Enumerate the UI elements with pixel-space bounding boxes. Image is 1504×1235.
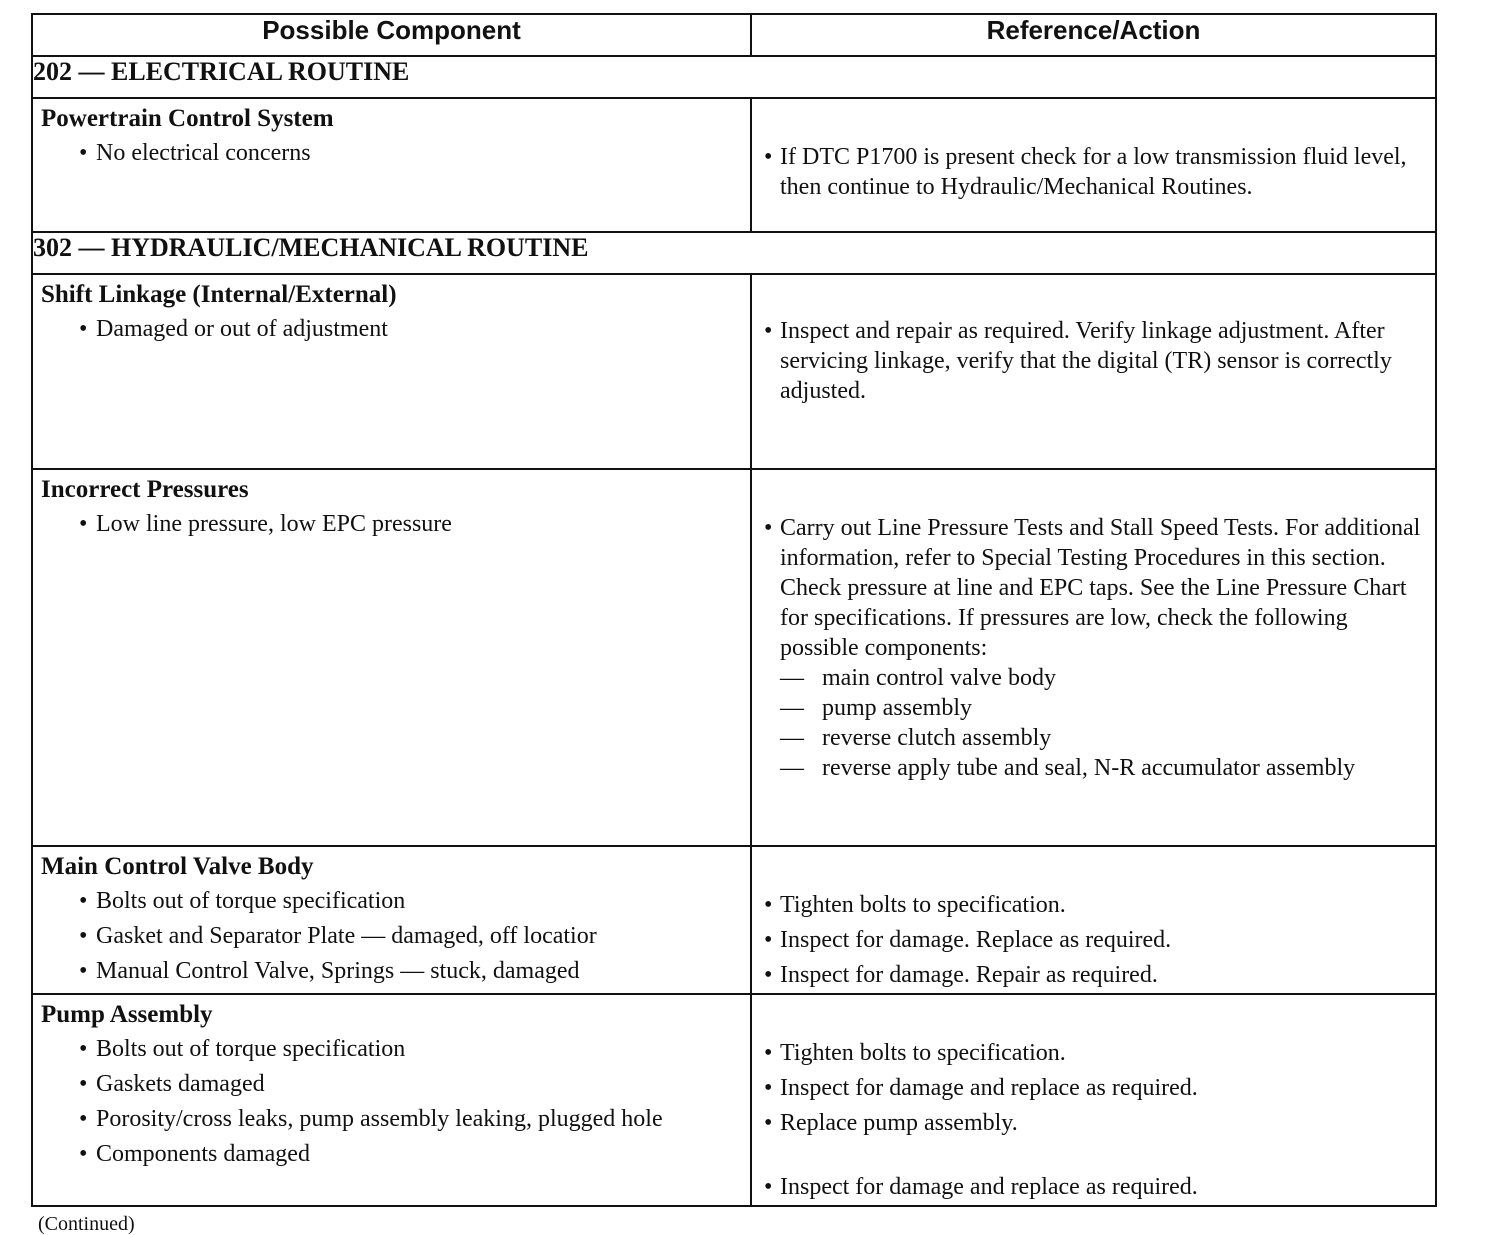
action-items: [752, 470, 1435, 783]
list-item-continuation: servicing linkage, verify that the digital (TR) sensor is correctly adjusted.: [780, 348, 1392, 404]
table-header-row: [32, 14, 1436, 56]
component-title: Pump Assembly: [41, 1001, 213, 1028]
table-row: [32, 274, 1436, 469]
action-text: Carry out Line Pressure Tests and Stall Speed Tests. For additional information, refer to Special Testing Procedures in this section. Check pressure at line and EPC taps. See the Line Pressure Chart for specifications. If pressures are low, check the following possible components:: [780, 515, 1421, 661]
sub-list-item: — main control valve body: [780, 663, 1425, 693]
list-item: • Components damaged: [79, 1141, 750, 1168]
action-cell: [751, 274, 1436, 469]
component-items: [33, 1036, 750, 1168]
sub-component-list: [780, 663, 1425, 783]
action-cell: [751, 994, 1436, 1206]
header-reference-action: Reference/Action: [751, 14, 1436, 56]
section-title-electrical: 202 — ELECTRICAL ROUTINE: [32, 56, 1436, 98]
list-item: • Gasket and Separator Plate — damaged, off locatior: [79, 923, 750, 950]
list-item: • Inspect for damage. Replace as required.: [764, 923, 1425, 958]
list-item: • Porosity/cross leaks, pump assembly leaking, plugged hole: [79, 1106, 750, 1133]
list-item: • If DTC P1700 is present check for a low transmission fluid level, then continue to Hydraulic/Mechanical Routines.: [764, 142, 1425, 202]
component-items: [33, 140, 750, 167]
component-cell: [32, 274, 751, 469]
table-row: [32, 98, 1436, 232]
sub-list-item: — reverse apply tube and seal, N-R accumulator assembly: [780, 753, 1425, 783]
action-items: [752, 99, 1435, 202]
sub-list-item: — reverse clutch assembly: [780, 723, 1425, 753]
component-cell: [32, 98, 751, 232]
action-items: [752, 275, 1435, 406]
list-item: [764, 513, 1425, 783]
action-cell: [751, 469, 1436, 846]
component-items: [33, 316, 750, 343]
list-item: • Tighten bolts to specification.: [764, 888, 1425, 923]
component-cell: [32, 469, 751, 846]
component-title: Main Control Valve Body: [41, 853, 314, 880]
component-title: Powertrain Control System: [41, 105, 334, 132]
list-item: • Bolts out of torque specification: [79, 888, 750, 915]
section-row-electrical: [32, 56, 1436, 98]
table-row: [32, 994, 1436, 1206]
table-row: [32, 846, 1436, 994]
list-item: • Damaged or out of adjustment: [79, 316, 750, 343]
sub-list-item: — pump assembly: [780, 693, 1425, 723]
list-item: • Inspect for damage and replace as required.: [764, 1170, 1425, 1205]
diagnosis-table: [31, 13, 1437, 1207]
list-item: • Inspect for damage. Repair as required.: [764, 958, 1425, 993]
component-items: [33, 511, 750, 538]
list-item: • Tighten bolts to specification.: [764, 1036, 1425, 1071]
component-cell: [32, 994, 751, 1206]
header-possible-component: Possible Component: [32, 14, 751, 56]
component-items: [33, 888, 750, 985]
action-items: [752, 847, 1435, 993]
list-item: • Gaskets damaged: [79, 1071, 750, 1098]
section-row-hydraulic: [32, 232, 1436, 274]
list-item: • Bolts out of torque specification: [79, 1036, 750, 1063]
list-item: • No electrical concerns: [79, 140, 750, 167]
component-cell: [32, 846, 751, 994]
action-cell: [751, 846, 1436, 994]
action-cell: [751, 98, 1436, 232]
table-row: [32, 469, 1436, 846]
list-item: • Inspect and repair as required. Verify linkage adjustment. After: [764, 316, 1425, 346]
section-title-hydraulic: 302 — HYDRAULIC/MECHANICAL ROUTINE: [32, 232, 1436, 274]
component-title: Incorrect Pressures: [41, 476, 249, 503]
component-title: Shift Linkage (Internal/External): [41, 281, 397, 308]
list-item: • Inspect for damage and replace as required.: [764, 1071, 1425, 1106]
list-item: • Low line pressure, low EPC pressure: [79, 511, 750, 538]
list-item: • Replace pump assembly.: [764, 1106, 1425, 1141]
action-items: [752, 995, 1435, 1205]
continued-note: (Continued): [38, 1213, 135, 1235]
list-item: • Manual Control Valve, Springs — stuck, damaged: [79, 958, 750, 985]
